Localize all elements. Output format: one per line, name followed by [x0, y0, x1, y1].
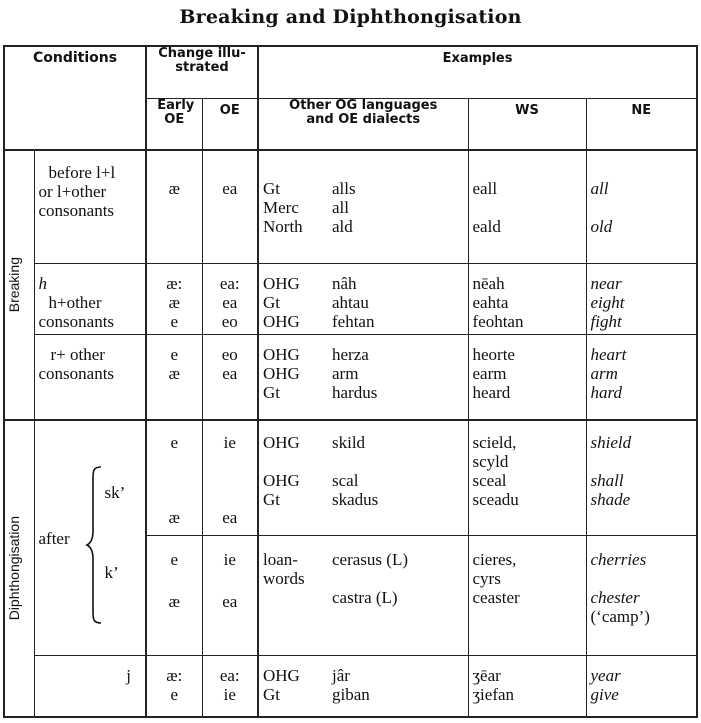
d3-oe: ea: ie	[202, 656, 258, 717]
header-other-og-languages: Other OG languages and OE dialects	[258, 99, 468, 150]
header-change-illustrated: Change illu-strated	[146, 46, 258, 99]
cond-r: r+ other consonants	[34, 335, 146, 420]
group-breaking: Breaking	[4, 150, 34, 420]
r3-lang: OHG OHG Gt	[258, 335, 328, 420]
breaking-diphthongisation-table	[3, 45, 698, 718]
d3-ne: year give	[586, 656, 697, 717]
r3-oe: eo ea	[202, 335, 258, 420]
header-ws: WS	[468, 99, 586, 150]
r3-ws: heorte earm heard	[468, 335, 586, 420]
r3-forms: herza arm hardus	[328, 335, 468, 420]
r3-ne: heart arm hard	[586, 335, 697, 420]
cond-after	[34, 420, 146, 656]
d2-lang: loan- words	[258, 536, 328, 656]
header-ne: NE	[586, 99, 697, 150]
d1-early-oe: e æ	[146, 420, 202, 536]
r2-ws: nēah eahta feohtan	[468, 264, 586, 335]
r2-lang: OHG Gt OHG	[258, 264, 328, 335]
brace-icon	[85, 465, 103, 625]
header-examples: Examples	[258, 46, 697, 99]
d1-forms: skild scal skadus	[328, 420, 468, 536]
header-early-oe: Early OE	[146, 99, 202, 150]
cond-before-l: before l+l or l+other consonants	[34, 150, 146, 264]
r2-ne: near eight fight	[586, 264, 697, 335]
d2-ws: cieres, cyrs ceaster	[468, 536, 586, 656]
r1-forms: alls all ald	[328, 150, 468, 264]
header-conditions: Conditions	[4, 46, 146, 150]
d2-early-oe: e æ	[146, 536, 202, 656]
r1-ws: eall eald	[468, 150, 586, 264]
d1-lang: OHG OHG Gt	[258, 420, 328, 536]
r1-lang: Gt Merc North	[258, 150, 328, 264]
header-oe: OE	[202, 99, 258, 150]
r1-early-oe: æ	[146, 150, 202, 264]
d1-ne: shield shall shade	[586, 420, 697, 536]
d3-forms: jâr giban	[328, 656, 468, 717]
r2-oe: ea: ea eo	[202, 264, 258, 335]
cond-h: h h+other consonants	[34, 264, 146, 335]
d3-lang: OHG Gt	[258, 656, 328, 717]
group-diphthongisation: Diphthongisation	[4, 420, 34, 717]
r1-oe: ea	[202, 150, 258, 264]
r2-early-oe: æ: æ e	[146, 264, 202, 335]
d1-oe: ie ea	[202, 420, 258, 536]
d3-early-oe: æ: e	[146, 656, 202, 717]
r1-ne: all old	[586, 150, 697, 264]
d2-oe: ie ea	[202, 536, 258, 656]
d2-ne: cherries chester (‘camp’)	[586, 536, 697, 656]
r2-forms: nâh ahtau fehtan	[328, 264, 468, 335]
d3-ws: ʒēar ʒiefan	[468, 656, 586, 717]
r3-early-oe: e æ	[146, 335, 202, 420]
d1-ws: scield, scyld sceal sceadu	[468, 420, 586, 536]
cond-j: j	[34, 656, 146, 717]
d2-forms: cerasus (L) castra (L)	[328, 536, 468, 656]
k-label: k’	[104, 563, 119, 583]
after-label: after	[38, 529, 70, 549]
sk-label: sk’	[104, 483, 126, 503]
page-title: Breaking and Diphthongisation	[179, 6, 522, 28]
